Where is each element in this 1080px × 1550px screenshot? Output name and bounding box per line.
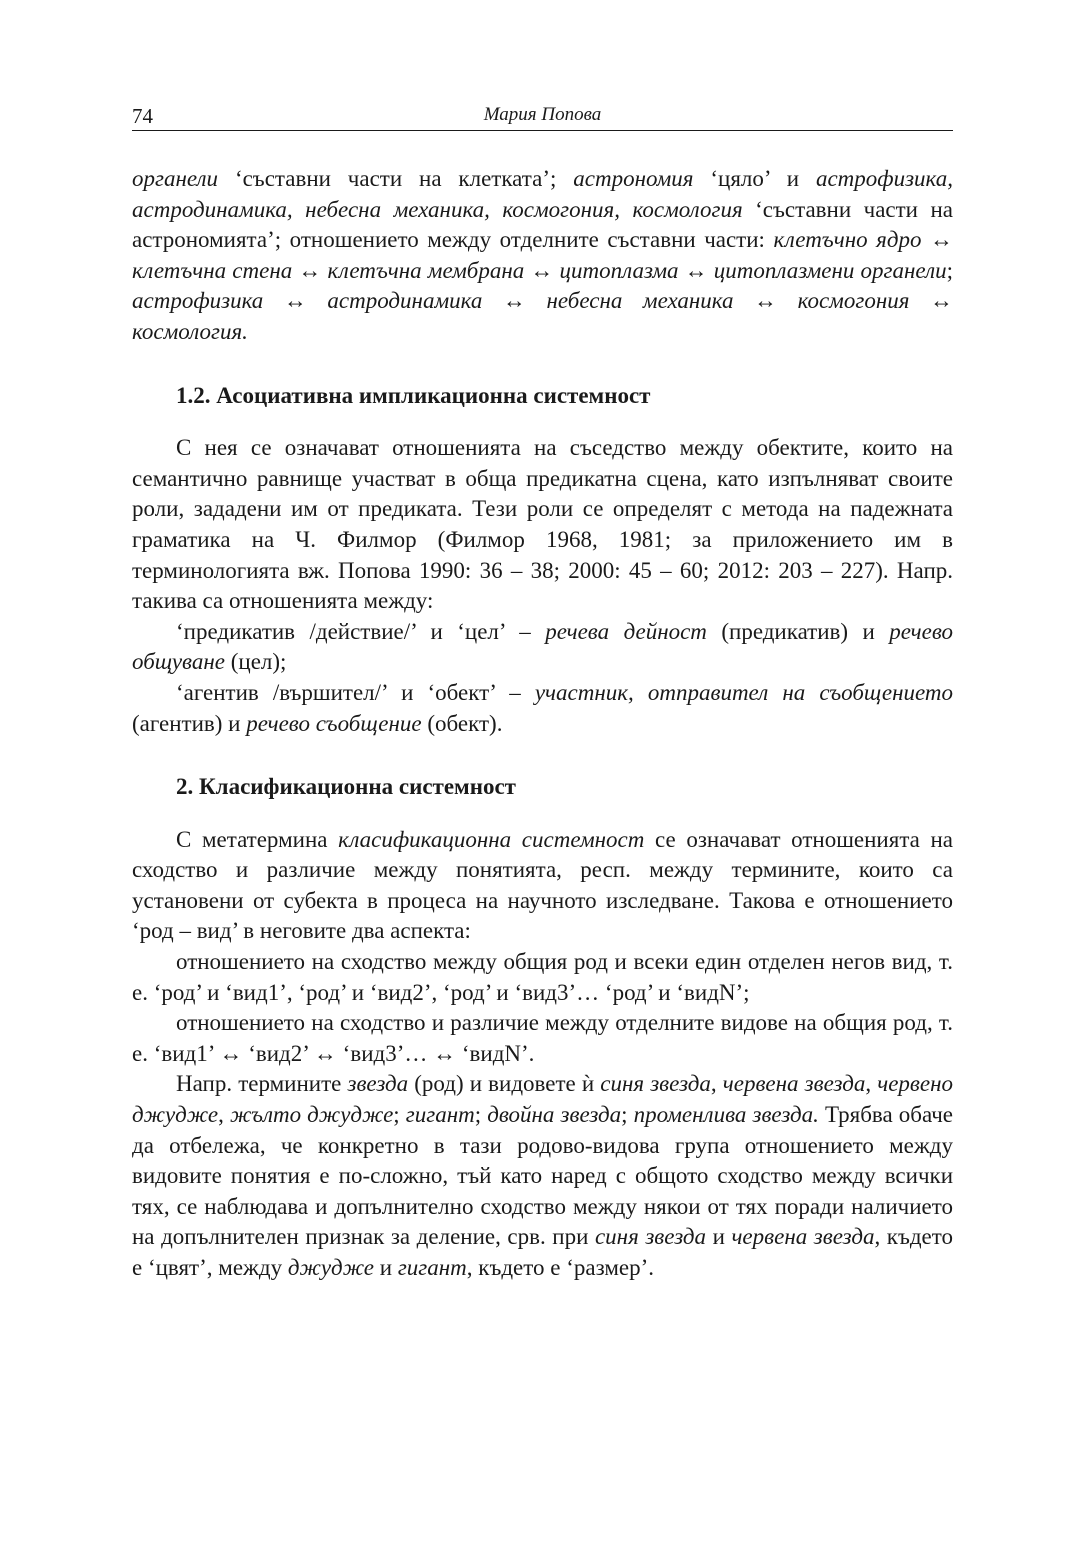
- text-run: ‘агентив /вършител/’ и ‘обект’ –: [176, 679, 535, 705]
- term-italic: участник, отправител на съобщението: [534, 679, 954, 705]
- text-run: ;: [474, 1102, 488, 1128]
- term-italic: променлива звезда.: [633, 1102, 819, 1128]
- text-run: ;: [393, 1102, 406, 1128]
- text-run: и: [374, 1255, 398, 1280]
- term-italic: звезда: [347, 1071, 409, 1097]
- text-run: ‘предикатив /действие/’ и ‘цел’ –: [176, 618, 546, 644]
- text-run: (род) и видовете ѝ: [408, 1071, 601, 1097]
- term-italic: двойна звезда: [487, 1102, 622, 1128]
- term-italic: органели: [132, 166, 219, 191]
- section-heading-1-2: 1.2. Асоциативна импликационна системност: [176, 382, 651, 408]
- paragraph-example: [132, 678, 953, 739]
- term-italic: синя звезда: [594, 1224, 707, 1250]
- text-run: и: [706, 1224, 732, 1250]
- term-italic: астрофизика, астродинамика, небесна механика, космогония, космология: [132, 166, 953, 222]
- text-run: С метатермина: [176, 826, 339, 852]
- text-run: , където е ‘цвят’, между: [132, 1224, 954, 1280]
- page-number: 74: [132, 104, 153, 128]
- paragraph: отношението на сходство и различие между отделните видове на общия род, т. е. ‘вид1’ ↔ ‘вид2’ ↔ ‘вид3’… ↔ ‘видN’.: [132, 1010, 953, 1066]
- term-italic: жълто джудже: [229, 1102, 394, 1128]
- paragraph-continued: [132, 164, 953, 348]
- running-title: Мария Попова: [483, 104, 602, 125]
- text-run: (цел);: [224, 649, 287, 675]
- text-run: ‘съставни части на клетката’;: [218, 166, 574, 191]
- paragraph: С нея се означават отношенията на съседство между обектите, които на семантично равнище участват в обща предикатна сцена, като изпълняват своите роли, зададени им от предиката. Тези роли се определят с метода на падежната граматика на Ч. Филмор (Филмор 1968, 1981; за приложението им в терминологията вж. Попова 1990: 36 – 38; 2000: 45 – 60; 2012: 203 – 227). Напр. такива са отношенията между:: [132, 435, 953, 614]
- term-italic: речева дейност: [545, 618, 707, 644]
- text-run: (предикатив) и: [706, 618, 890, 644]
- term-italic: гигант: [405, 1102, 475, 1128]
- text-run: ,: [218, 1102, 230, 1128]
- term-italic: астрофизика ↔ астродинамика ↔ небесна механика ↔ космогония ↔ космология.: [132, 288, 953, 344]
- term-italic: гигант: [397, 1255, 467, 1280]
- text-run: ,: [865, 1071, 878, 1097]
- text-run: (агентив) и: [132, 710, 247, 736]
- text-run: се означават отношенията на сходство и различие между понятията, респ. между термините, които са установени от субекта в процеса на научното изследване. Такова е отношението ‘род – вид’ в неговите два аспекта:: [132, 826, 954, 944]
- term-italic: червена звезда: [722, 1071, 866, 1097]
- text-run: ,: [710, 1071, 723, 1097]
- text-run: Напр. термините: [176, 1071, 348, 1097]
- section-heading-2: 2. Класификационна системност: [176, 774, 516, 800]
- paragraph: [132, 825, 953, 947]
- term-italic: синя звезда: [600, 1071, 711, 1097]
- term-italic: клетъчно ядро ↔ клетъчна стена ↔ клетъчна мембрана ↔ цитоплазма ↔ цитоплазмени органели: [132, 227, 953, 283]
- text-run: (обект).: [421, 710, 503, 736]
- text-run: , където е ‘размер’.: [466, 1255, 655, 1280]
- term-italic: джудже: [287, 1255, 374, 1280]
- term-italic: астрономия: [573, 166, 694, 191]
- paragraph-example: [132, 617, 953, 678]
- body-text: [132, 164, 953, 1284]
- paragraph: отношението на сходство между общия род и всеки един отделен негов вид, т. е. ‘род’ и ‘вид1’, ‘род’ и ‘вид2’, ‘род’ и ‘вид3’… ‘род’ и ‘видN’;: [132, 949, 953, 1005]
- term-italic: червена звезда: [731, 1224, 875, 1250]
- text-run: ‘съставни части на астрономията’; отношението между отделните съставни части:: [132, 196, 953, 253]
- term-italic: червено джудже: [132, 1071, 954, 1128]
- text-run: ;: [946, 257, 953, 283]
- text-run: ‘цяло’ и: [693, 166, 816, 191]
- term-italic: речево общуване: [132, 618, 954, 675]
- term-italic: речево съобщение: [246, 710, 422, 736]
- term-italic: класификационна системност: [338, 826, 645, 852]
- text-run: ;: [621, 1102, 634, 1128]
- running-head: [132, 100, 953, 131]
- paragraph: [132, 1069, 953, 1283]
- text-run: Трябва обаче да отбележа, че конкретно в тази родово-видова група отношението между видовите понятия е по-сложно, тъй като наред с общото сходство между всички тях, се наблюдава и допълнително сходство между някои от тях поради наличието на допълнителен признак за деление, срв. при: [132, 1102, 954, 1250]
